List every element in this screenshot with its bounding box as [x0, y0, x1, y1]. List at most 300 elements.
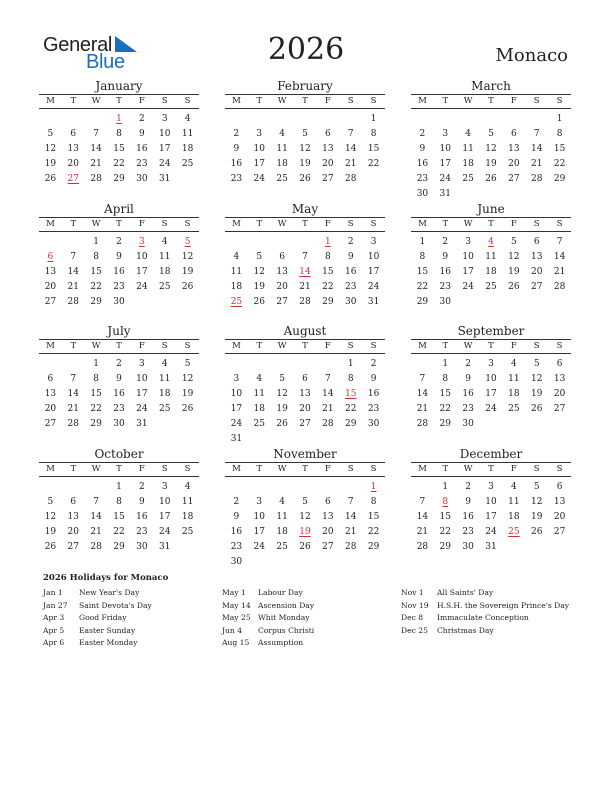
day-cell: 10: [253, 144, 265, 154]
day-cell: 23: [439, 282, 451, 292]
day-cell: 15: [367, 144, 380, 154]
day-cell: 28: [299, 297, 311, 307]
empty-day-cell: [411, 112, 434, 127]
day-cell: 26: [299, 542, 311, 552]
month-name: June: [477, 202, 505, 216]
weekday-label: T: [302, 96, 308, 106]
weekday-header: [411, 217, 571, 232]
day-cell: 12: [253, 267, 265, 277]
day-cell: 27: [553, 527, 566, 537]
day-cell: 11: [181, 497, 194, 507]
weekday-label: W: [463, 96, 473, 106]
holiday-name: Easter Monday: [79, 638, 138, 648]
day-cell: 3: [256, 497, 263, 507]
day-cell: 8: [93, 252, 99, 262]
weekday-header: [225, 94, 385, 109]
weekday-label: T: [488, 96, 494, 106]
day-cell: 22: [90, 404, 102, 414]
day-cell: 1: [370, 114, 377, 124]
weekday-label: T: [256, 219, 263, 229]
day-cell: 11: [508, 497, 520, 507]
day-cell: 13: [67, 512, 79, 522]
day-cell: 26: [44, 174, 57, 184]
weekday-label: F: [138, 96, 145, 106]
day-cell: 2: [116, 237, 122, 247]
day-cell: 30: [136, 542, 148, 552]
weekday-label: S: [347, 464, 354, 474]
holiday-item: [401, 587, 569, 600]
day-cell: 12: [530, 497, 543, 507]
day-cell: 23: [344, 282, 357, 292]
day-cell: 8: [93, 374, 99, 384]
day-cell: 29: [113, 542, 125, 552]
weekday-label: T: [442, 464, 449, 474]
holiday-item: [222, 587, 314, 600]
day-cell: 21: [67, 282, 79, 292]
day-cell: 28: [553, 282, 566, 292]
weekday-label: S: [161, 464, 168, 474]
month-name: July: [107, 324, 131, 338]
day-cell: 15: [322, 267, 334, 277]
empty-day-cell: [411, 357, 434, 372]
day-cell: 4: [233, 252, 240, 262]
day-cell: 1: [556, 114, 563, 124]
day-cell: 7: [533, 129, 540, 139]
empty-day-cell: [39, 112, 62, 127]
days-grid: [225, 480, 385, 570]
day-cell: 8: [347, 374, 354, 384]
day-cell: 25: [253, 419, 265, 429]
weekday-label: S: [370, 464, 377, 474]
weekday-label: M: [418, 96, 427, 106]
day-cell: 5: [47, 497, 54, 507]
day-cell: 24: [136, 282, 148, 292]
day-cell: 15: [113, 144, 125, 154]
days-grid: [225, 112, 385, 187]
day-cell: 21: [90, 527, 102, 537]
day-cell: 20: [44, 282, 57, 292]
weekday-label: S: [161, 219, 168, 229]
day-cell: 20: [508, 159, 520, 169]
month-name: February: [277, 79, 333, 93]
holiday-name: H.S.H. the Sovereign Prince's Day: [437, 600, 570, 610]
holiday-date: Jun 4: [222, 625, 243, 635]
day-cell: 19: [181, 267, 194, 277]
day-cell: 4: [510, 359, 517, 369]
weekday-label: T: [116, 219, 122, 229]
month-february: [225, 79, 385, 187]
weekday-label: M: [46, 464, 55, 474]
day-cell: 14: [90, 144, 102, 154]
day-cell: 29: [367, 542, 380, 552]
day-cell: 18: [276, 159, 288, 169]
empty-day-cell: [39, 235, 62, 250]
holiday-day-cell: 1: [324, 237, 331, 247]
day-cell: 13: [508, 144, 520, 154]
day-cell: 29: [322, 297, 334, 307]
day-cell: 14: [553, 252, 566, 262]
day-cell: 23: [113, 282, 125, 292]
empty-day-cell: [294, 112, 317, 127]
weekday-label: W: [91, 341, 101, 351]
day-cell: 20: [299, 404, 311, 414]
day-cell: 18: [230, 282, 243, 292]
day-cell: 16: [230, 527, 243, 537]
day-cell: 27: [276, 297, 288, 307]
day-cell: 27: [44, 297, 57, 307]
day-cell: 18: [253, 404, 265, 414]
weekday-header: [39, 462, 199, 477]
day-cell: 6: [510, 129, 517, 139]
day-cell: 21: [344, 159, 357, 169]
day-cell: 21: [322, 404, 334, 414]
day-cell: 21: [553, 267, 566, 277]
day-cell: 31: [367, 297, 380, 307]
day-cell: 11: [253, 389, 265, 399]
day-cell: 11: [158, 252, 171, 262]
day-cell: 6: [556, 482, 563, 492]
holiday-date: May 1: [222, 588, 246, 597]
day-cell: 10: [485, 497, 497, 507]
holiday-name: Saint Devota's Day: [79, 600, 152, 610]
month-september: [411, 324, 571, 432]
day-cell: 30: [230, 557, 243, 567]
weekday-label: T: [488, 341, 494, 351]
day-cell: 16: [439, 267, 451, 277]
holiday-date: May 14: [222, 600, 251, 610]
weekday-label: T: [256, 464, 263, 474]
day-cell: 22: [367, 159, 380, 169]
days-grid: [411, 480, 571, 555]
day-cell: 15: [416, 267, 429, 277]
day-cell: 20: [553, 389, 566, 399]
day-cell: 11: [462, 144, 474, 154]
day-cell: 9: [138, 129, 145, 139]
weekday-header: [411, 339, 571, 354]
day-cell: 3: [488, 482, 494, 492]
day-cell: 25: [181, 527, 194, 537]
day-cell: 2: [233, 129, 240, 139]
empty-day-cell: [316, 112, 339, 127]
empty-day-cell: [248, 235, 271, 250]
weekday-label: S: [533, 96, 540, 106]
weekday-header: [39, 94, 199, 109]
holiday-day-cell: 25: [230, 297, 243, 307]
day-cell: 7: [347, 129, 354, 139]
weekday-label: S: [533, 464, 540, 474]
day-cell: 3: [370, 237, 377, 247]
day-cell: 30: [113, 419, 125, 429]
day-cell: 19: [181, 389, 194, 399]
empty-day-cell: [271, 112, 294, 127]
day-cell: 26: [276, 419, 288, 429]
holiday-item: [43, 637, 152, 650]
holiday-name: Assumption: [258, 638, 304, 648]
day-cell: 27: [67, 542, 79, 552]
weekday-label: M: [232, 96, 241, 106]
day-cell: 17: [485, 389, 497, 399]
day-cell: 16: [136, 512, 148, 522]
holiday-day-cell: 27: [67, 174, 79, 184]
month-june: [411, 202, 571, 310]
holiday-day-cell: 25: [508, 527, 520, 537]
empty-day-cell: [411, 480, 434, 495]
day-cell: 13: [44, 389, 57, 399]
day-cell: 12: [485, 144, 497, 154]
weekday-header: [39, 339, 199, 354]
day-cell: 16: [367, 389, 380, 399]
weekday-label: W: [91, 219, 101, 229]
day-cell: 26: [181, 404, 194, 414]
day-cell: 1: [442, 482, 449, 492]
day-cell: 20: [553, 512, 566, 522]
day-cell: 7: [93, 497, 99, 507]
empty-day-cell: [225, 480, 248, 495]
day-cell: 16: [462, 389, 474, 399]
day-cell: 29: [439, 542, 451, 552]
day-cell: 31: [485, 542, 497, 552]
month-november: [225, 447, 385, 570]
day-cell: 29: [113, 174, 125, 184]
empty-day-cell: [339, 112, 362, 127]
day-cell: 2: [370, 359, 377, 369]
holiday-item: [43, 625, 152, 638]
holiday-day-cell: 4: [488, 237, 494, 247]
day-cell: 8: [556, 129, 563, 139]
weekday-label: S: [347, 96, 354, 106]
weekday-label: S: [370, 219, 377, 229]
weekday-header: [411, 94, 571, 109]
weekday-label: F: [510, 96, 517, 106]
day-cell: 27: [553, 404, 566, 414]
weekday-label: F: [510, 219, 517, 229]
holiday-day-cell: 8: [442, 497, 449, 507]
weekday-label: M: [46, 219, 55, 229]
day-cell: 4: [279, 129, 285, 139]
day-cell: 28: [67, 297, 79, 307]
holiday-item: [222, 612, 314, 625]
day-cell: 4: [184, 114, 191, 124]
day-cell: 19: [508, 267, 520, 277]
weekday-label: W: [463, 464, 473, 474]
day-cell: 9: [347, 252, 354, 262]
days-grid: [39, 480, 199, 555]
day-cell: 15: [113, 512, 125, 522]
day-cell: 7: [556, 237, 563, 247]
empty-day-cell: [248, 357, 271, 372]
day-cell: 5: [533, 482, 540, 492]
day-cell: 30: [462, 542, 474, 552]
weekday-label: F: [510, 341, 517, 351]
empty-day-cell: [62, 235, 85, 250]
day-cell: 1: [419, 237, 426, 247]
days-grid: [225, 235, 385, 310]
holiday-name: Christmas Day: [437, 625, 494, 635]
day-cell: 10: [158, 129, 171, 139]
day-cell: 5: [279, 374, 285, 384]
holiday-column: [222, 587, 314, 650]
day-cell: 28: [344, 174, 357, 184]
empty-day-cell: [316, 480, 339, 495]
weekday-label: W: [277, 464, 287, 474]
day-cell: 8: [370, 497, 377, 507]
day-cell: 23: [416, 174, 429, 184]
day-cell: 29: [90, 419, 102, 429]
day-cell: 2: [465, 482, 471, 492]
day-cell: 2: [116, 359, 122, 369]
day-cell: 7: [70, 374, 77, 384]
weekday-header: [411, 462, 571, 477]
weekday-label: T: [70, 96, 77, 106]
day-cell: 31: [158, 174, 171, 184]
day-cell: 28: [67, 419, 79, 429]
day-cell: 22: [322, 282, 334, 292]
weekday-label: S: [184, 96, 191, 106]
day-cell: 27: [299, 419, 311, 429]
day-cell: 10: [136, 252, 148, 262]
weekday-label: M: [232, 341, 241, 351]
day-cell: 2: [347, 237, 354, 247]
day-cell: 24: [485, 527, 497, 537]
weekday-label: F: [324, 464, 331, 474]
day-cell: 5: [302, 497, 308, 507]
day-cell: 5: [184, 359, 191, 369]
day-cell: 14: [90, 512, 102, 522]
logo-general-text: General: [43, 34, 113, 56]
day-cell: 26: [508, 282, 520, 292]
day-cell: 2: [138, 114, 145, 124]
day-cell: 12: [299, 512, 311, 522]
day-cell: 12: [530, 374, 543, 384]
day-cell: 13: [553, 374, 566, 384]
holiday-date: Dec 8: [401, 613, 424, 623]
day-cell: 27: [530, 282, 543, 292]
day-cell: 4: [256, 374, 263, 384]
day-cell: 7: [419, 374, 426, 384]
day-cell: 14: [67, 389, 79, 399]
weekday-label: T: [442, 219, 449, 229]
day-cell: 28: [90, 174, 102, 184]
day-cell: 5: [256, 252, 263, 262]
day-cell: 23: [230, 542, 243, 552]
holiday-item: [222, 637, 314, 650]
weekday-label: F: [138, 219, 145, 229]
day-cell: 10: [485, 374, 497, 384]
empty-day-cell: [502, 112, 525, 127]
day-cell: 6: [302, 374, 308, 384]
empty-day-cell: [248, 480, 271, 495]
day-cell: 12: [181, 374, 194, 384]
day-cell: 21: [344, 527, 357, 537]
day-cell: 3: [233, 374, 240, 384]
day-cell: 24: [158, 159, 171, 169]
day-cell: 26: [530, 404, 543, 414]
empty-day-cell: [225, 357, 248, 372]
day-cell: 23: [136, 159, 148, 169]
day-cell: 21: [416, 404, 429, 414]
day-cell: 29: [90, 297, 102, 307]
holiday-date: Apr 3: [43, 613, 65, 623]
weekday-label: F: [138, 464, 145, 474]
weekday-label: S: [347, 341, 354, 351]
day-cell: 30: [136, 174, 148, 184]
empty-day-cell: [434, 112, 457, 127]
day-cell: 6: [324, 497, 331, 507]
day-cell: 16: [113, 267, 125, 277]
month-name: December: [459, 447, 523, 461]
day-cell: 23: [367, 404, 380, 414]
day-cell: 23: [113, 404, 125, 414]
day-cell: 23: [462, 404, 474, 414]
weekday-label: T: [488, 219, 494, 229]
weekday-label: T: [442, 341, 449, 351]
day-cell: 24: [439, 174, 451, 184]
days-grid: [39, 112, 199, 187]
day-cell: 22: [416, 282, 429, 292]
day-cell: 12: [299, 144, 311, 154]
day-cell: 30: [113, 297, 125, 307]
day-cell: 30: [439, 297, 451, 307]
day-cell: 28: [322, 419, 334, 429]
day-cell: 11: [485, 252, 497, 262]
day-cell: 15: [439, 512, 451, 522]
day-cell: 30: [344, 297, 357, 307]
weekday-label: T: [302, 464, 308, 474]
day-cell: 17: [136, 389, 148, 399]
holiday-day-cell: 14: [299, 267, 311, 277]
day-cell: 24: [367, 282, 380, 292]
calendar-year: 2026: [267, 32, 345, 67]
weekday-label: W: [277, 341, 287, 351]
day-cell: 12: [44, 144, 57, 154]
holiday-item: [222, 600, 314, 613]
day-cell: 22: [90, 282, 102, 292]
day-cell: 20: [322, 159, 334, 169]
month-july: [39, 324, 199, 432]
day-cell: 27: [508, 174, 520, 184]
holiday-name: Labour Day: [258, 588, 303, 597]
day-cell: 9: [138, 497, 145, 507]
day-cell: 31: [158, 542, 171, 552]
day-cell: 24: [158, 527, 171, 537]
weekday-label: F: [324, 219, 331, 229]
day-cell: 13: [44, 267, 57, 277]
day-cell: 31: [136, 419, 148, 429]
day-cell: 1: [93, 359, 99, 369]
day-cell: 28: [530, 174, 543, 184]
weekday-label: S: [184, 464, 191, 474]
day-cell: 10: [462, 252, 474, 262]
day-cell: 13: [276, 267, 288, 277]
month-april: [39, 202, 199, 310]
day-cell: 12: [181, 252, 194, 262]
weekday-label: F: [324, 96, 331, 106]
day-cell: 25: [276, 542, 288, 552]
day-cell: 22: [553, 159, 566, 169]
day-cell: 13: [299, 389, 311, 399]
day-cell: 24: [136, 404, 148, 414]
day-cell: 25: [485, 282, 497, 292]
holiday-name: Immaculate Conception: [437, 613, 529, 623]
weekday-label: T: [302, 219, 308, 229]
day-cell: 11: [276, 144, 288, 154]
holiday-name: All Saints' Day: [437, 588, 494, 597]
empty-day-cell: [85, 480, 108, 495]
holiday-name: Whit Monday: [258, 613, 310, 623]
day-cell: 17: [253, 527, 265, 537]
day-cell: 20: [530, 267, 543, 277]
holiday-day-cell: 19: [299, 527, 311, 537]
